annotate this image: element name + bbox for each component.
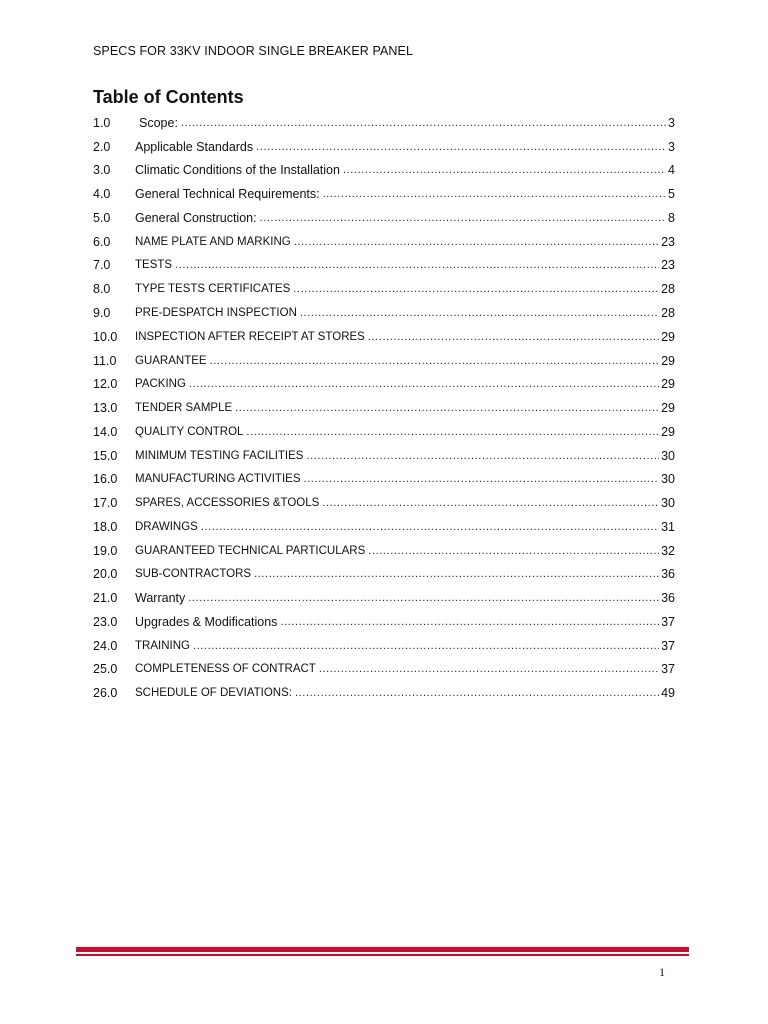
toc-entry-number: 13.0 bbox=[93, 401, 118, 416]
toc-entry[interactable] bbox=[93, 277, 675, 301]
toc-dot-leader bbox=[294, 236, 659, 248]
toc-entry-page: 5 bbox=[668, 187, 675, 202]
toc-dot-leader bbox=[304, 473, 660, 485]
toc-entry-number: 16.0 bbox=[93, 472, 118, 487]
toc-entry[interactable] bbox=[93, 372, 675, 396]
toc-entry-page: 3 bbox=[668, 139, 675, 154]
toc-dot-leader bbox=[235, 402, 659, 414]
toc-entry-number: 20.0 bbox=[93, 567, 118, 582]
toc-entry[interactable] bbox=[93, 563, 675, 587]
toc-entry-label: Applicable Standards bbox=[135, 139, 254, 154]
toc-dot-leader bbox=[201, 521, 659, 533]
toc-entry-page: 4 bbox=[668, 163, 675, 178]
toc-dot-leader bbox=[254, 568, 659, 580]
toc-entry[interactable] bbox=[93, 254, 675, 278]
toc-entry-page: 29 bbox=[661, 377, 675, 392]
toc-entry-page: 31 bbox=[661, 519, 675, 534]
toc-dot-leader bbox=[319, 663, 659, 675]
toc-entry-number: 4.0 bbox=[93, 187, 111, 202]
toc-entry-number: 15.0 bbox=[93, 448, 118, 463]
toc-entry-page: 30 bbox=[661, 472, 675, 487]
toc-entry-label: General Construction: bbox=[135, 210, 257, 225]
toc-entry-label: PRE-DESPATCH INSPECTION bbox=[135, 307, 297, 319]
toc-entry-page: 32 bbox=[661, 543, 675, 558]
toc-dot-leader bbox=[293, 283, 659, 295]
toc-entry-label: INSPECTION AFTER RECEIPT AT STORES bbox=[135, 330, 365, 343]
toc-entry-number: 9.0 bbox=[93, 306, 111, 320]
toc-entry-number: 23.0 bbox=[93, 614, 118, 629]
toc-title: Table of Contents bbox=[93, 87, 244, 107]
toc-entry[interactable] bbox=[93, 491, 675, 515]
toc-entry-number: 24.0 bbox=[93, 638, 118, 653]
toc-dot-leader bbox=[295, 687, 659, 699]
toc-dot-leader bbox=[181, 117, 666, 129]
toc-entry[interactable] bbox=[93, 325, 675, 349]
toc-entry-label: General Technical Requirements: bbox=[135, 187, 320, 202]
toc-entry[interactable] bbox=[93, 467, 675, 491]
toc-entry[interactable] bbox=[93, 610, 675, 634]
toc-entry-label: TRAINING bbox=[135, 639, 190, 652]
toc-entry-number: 11.0 bbox=[93, 353, 117, 368]
toc-dot-leader bbox=[300, 307, 659, 319]
toc-dot-leader bbox=[343, 164, 666, 176]
toc-entry-label: DRAWINGS bbox=[135, 520, 198, 533]
toc-dot-leader bbox=[306, 450, 659, 462]
toc-entry[interactable] bbox=[93, 349, 675, 373]
toc-entry[interactable] bbox=[93, 206, 675, 230]
toc-entry-number: 1.0 bbox=[93, 115, 111, 130]
toc-entry-label: SUB-CONTRACTORS bbox=[135, 568, 252, 581]
toc-entry-page: 36 bbox=[661, 591, 675, 606]
toc-dot-leader bbox=[189, 378, 659, 390]
toc-dot-leader bbox=[175, 259, 659, 271]
toc-entry-number: 2.0 bbox=[93, 139, 111, 154]
toc-entry[interactable] bbox=[93, 586, 675, 610]
toc-entry-label: QUALITY CONTROL bbox=[135, 425, 244, 438]
toc-entry-page: 37 bbox=[661, 662, 675, 677]
toc-entry-page: 28 bbox=[661, 282, 675, 297]
toc-entry-page: 30 bbox=[661, 448, 675, 463]
toc-entry-page: 23 bbox=[661, 234, 675, 249]
toc-entry-page: 29 bbox=[661, 401, 675, 416]
toc-dot-leader bbox=[188, 592, 659, 604]
toc-entry[interactable] bbox=[93, 396, 675, 420]
toc-entry-number: 3.0 bbox=[93, 163, 111, 178]
toc-entry-page: 37 bbox=[661, 614, 675, 629]
toc-entry-number: 12.0 bbox=[93, 377, 118, 392]
toc-dot-leader bbox=[368, 545, 659, 557]
toc-entry-number: 19.0 bbox=[93, 543, 118, 558]
toc-dot-leader bbox=[193, 640, 659, 652]
toc-entry-number: 14.0 bbox=[93, 424, 118, 439]
toc-dot-leader bbox=[210, 355, 660, 367]
toc-entry-label: GUARANTEE bbox=[135, 354, 207, 367]
toc-entry-number: 18.0 bbox=[93, 519, 118, 534]
toc-dot-leader bbox=[280, 616, 659, 628]
footer-rule-thick bbox=[76, 947, 689, 952]
toc-entry-number: 10.0 bbox=[93, 329, 118, 344]
toc-entry-label: MANUFACTURING ACTIVITIES bbox=[135, 473, 301, 486]
toc-entry-number: 26.0 bbox=[93, 686, 118, 701]
footer-rule-thin bbox=[76, 954, 689, 956]
page-number: 1 bbox=[659, 965, 665, 979]
toc-entry-page: 3 bbox=[668, 115, 675, 130]
toc-entry[interactable] bbox=[93, 681, 675, 705]
toc-entry-number: 8.0 bbox=[93, 282, 111, 297]
toc-entry-label: Warranty bbox=[135, 591, 186, 606]
toc-entry-label: COMPLETENESS OF CONTRACT bbox=[135, 663, 316, 676]
toc-entry[interactable] bbox=[93, 230, 675, 254]
toc-entry-label: Climatic Conditions of the Installation bbox=[135, 163, 340, 178]
toc-entry-number: 7.0 bbox=[93, 258, 111, 273]
toc-entry-label: NAME PLATE AND MARKING bbox=[135, 235, 291, 248]
toc-entry-label: TESTS bbox=[135, 259, 173, 272]
toc-entry[interactable] bbox=[93, 301, 675, 325]
toc-entry-page: 8 bbox=[668, 210, 675, 225]
toc-entry-page: 29 bbox=[661, 329, 675, 344]
toc-entry-label: Scope: bbox=[139, 115, 178, 130]
toc-entry[interactable] bbox=[93, 515, 675, 539]
page-header: SPECS FOR 33KV INDOOR SINGLE BREAKER PANEL bbox=[93, 44, 414, 58]
toc-entry-label: SCHEDULE OF DEVIATIONS: bbox=[135, 687, 292, 700]
toc-entry-label: SPARES, ACCESSORIES &TOOLS bbox=[135, 497, 320, 510]
toc-entry-label: PACKING bbox=[135, 378, 186, 391]
toc-entry-page: 28 bbox=[661, 306, 675, 320]
toc-entry-label: TENDER SAMPLE bbox=[135, 402, 233, 415]
toc-entry[interactable] bbox=[93, 658, 675, 682]
toc-dot-leader bbox=[322, 497, 659, 509]
toc-entry-number: 25.0 bbox=[93, 662, 118, 677]
toc-entry-page: 29 bbox=[661, 424, 675, 439]
toc-entry[interactable] bbox=[93, 135, 675, 159]
toc-entry-label: Upgrades & Modifications bbox=[135, 614, 278, 629]
toc-entry-label: TYPE TESTS CERTIFICATES bbox=[135, 283, 291, 296]
toc-entry[interactable] bbox=[93, 159, 675, 183]
toc-entry[interactable] bbox=[93, 420, 675, 444]
toc-dot-leader bbox=[323, 188, 666, 200]
toc-entry[interactable] bbox=[93, 182, 675, 206]
toc-entry-number: 21.0 bbox=[93, 591, 118, 606]
toc-entry[interactable] bbox=[93, 539, 675, 563]
toc-entry-page: 37 bbox=[661, 638, 675, 653]
toc-entry-number: 6.0 bbox=[93, 234, 111, 249]
toc-dot-leader bbox=[260, 212, 666, 224]
toc-entry-page: 23 bbox=[661, 258, 675, 273]
toc-dot-leader bbox=[256, 141, 666, 153]
toc-entry-number: 5.0 bbox=[93, 210, 111, 225]
toc-entry-page: 49 bbox=[661, 686, 675, 701]
toc-entry[interactable] bbox=[93, 444, 675, 468]
toc-dot-leader bbox=[246, 426, 659, 438]
toc-entry-page: 30 bbox=[661, 496, 675, 511]
toc-entry-page: 36 bbox=[661, 567, 675, 582]
toc-entry-label: GUARANTEED TECHNICAL PARTICULARS bbox=[135, 544, 366, 557]
toc-entry-label: MINIMUM TESTING FACILITIES bbox=[135, 449, 304, 462]
toc-entry-number: 17.0 bbox=[93, 496, 118, 511]
toc-entry-page: 29 bbox=[661, 353, 675, 368]
toc-list bbox=[93, 111, 675, 705]
toc-dot-leader bbox=[368, 331, 659, 343]
toc-entry[interactable] bbox=[93, 111, 675, 135]
toc-entry[interactable] bbox=[93, 634, 675, 658]
